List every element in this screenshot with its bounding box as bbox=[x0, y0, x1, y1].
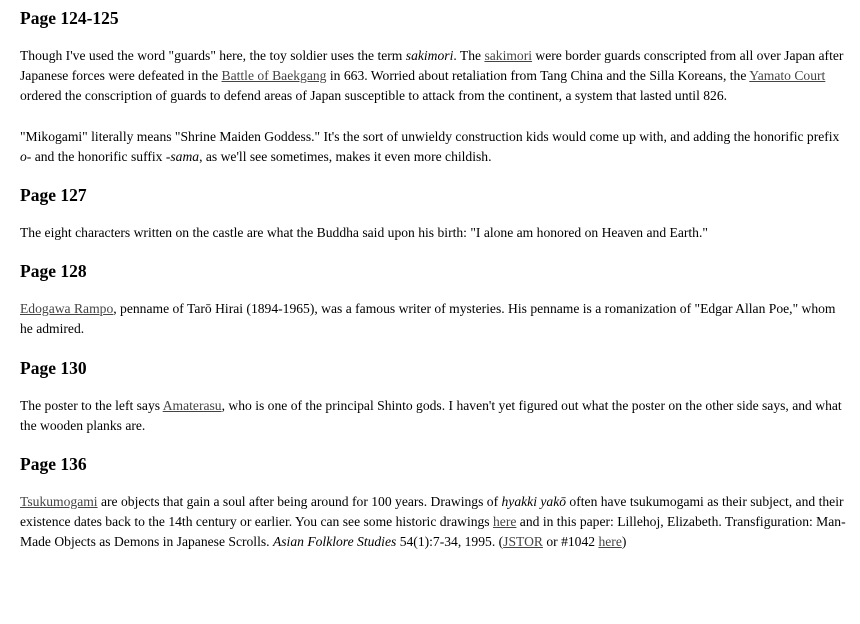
text-run: . The bbox=[453, 48, 485, 63]
text-run: ) bbox=[621, 534, 627, 550]
link-jstor[interactable]: JSTOR bbox=[503, 534, 543, 550]
link-amaterasu[interactable]: Amaterasu bbox=[162, 397, 222, 413]
section-heading: Page 127 bbox=[20, 185, 87, 206]
link-edogawa-rampo[interactable]: Edogawa Rampo bbox=[20, 301, 114, 317]
text-run: The poster to the left says bbox=[20, 397, 163, 413]
text-run: 54(1):7-34, 1995. ( bbox=[396, 534, 504, 550]
text-run: "Mikogami" literally means "Shrine Maiden Goddess." It's the sort of unwieldy construction kids would come up with, and adding the honorific prefix bbox=[20, 128, 840, 144]
link-here-1042[interactable]: here bbox=[598, 534, 622, 550]
text-run: ordered the conscription of guards to defend areas of Japan susceptible to attack from the continent, a system that lasted until 826. bbox=[20, 88, 728, 104]
text-run: or #1042 bbox=[542, 534, 599, 550]
text-run: The eight characters written on the castle are what the Buddha said upon his birth: "I alone am honored on Heaven and Earth." bbox=[20, 225, 708, 241]
text-run: , penname of Tarō Hirai (1894-1965), was a famous writer of mysteries. His penname is a romanization of "Edgar Allan Poe," whom he admired. bbox=[20, 301, 836, 337]
text-run: are objects that gain a soul after being around for 100 years. Drawings of bbox=[97, 494, 502, 510]
text-run: , as we'll see sometimes, makes it even more childish. bbox=[199, 148, 492, 164]
section-paragraph bbox=[20, 396, 848, 436]
italic-term: -sama bbox=[165, 148, 200, 164]
italic-term: o- bbox=[20, 148, 32, 164]
italic-journal-title: Asian Folklore Studies bbox=[272, 534, 397, 550]
text-run: , who is one of the principal Shinto gods. I haven't yet figured out what the poster on the other side says, and what the wooden planks are. bbox=[20, 397, 842, 433]
link-here-drawings[interactable]: here bbox=[493, 514, 517, 530]
section-heading: Page 124-125 bbox=[20, 8, 119, 28]
link-yamato-court[interactable]: Yamato Court bbox=[749, 68, 826, 84]
section-paragraph bbox=[20, 299, 848, 339]
text-run: often have tsukumogami as their subject, and their existence dates back to the 14th century or earlier. You can see some historic drawings bbox=[20, 494, 844, 530]
text-run: in 663. Worried about retaliation from Tang China and the Silla Koreans, the bbox=[326, 68, 750, 84]
section-paragraph bbox=[20, 223, 848, 243]
text-run: were border guards conscripted from all over Japan after Japanese forces were defeated in the bbox=[20, 48, 844, 84]
text-run: and the honorific suffix bbox=[31, 148, 166, 164]
italic-term: hyakki yakō bbox=[501, 494, 567, 510]
text-run: Though I've used the word "guards" here, the toy soldier uses the term bbox=[20, 48, 406, 63]
link-tsukumogami[interactable]: Tsukumogami bbox=[20, 494, 98, 510]
section-paragraph bbox=[20, 492, 848, 553]
link-sakimori[interactable]: sakimori bbox=[484, 48, 533, 63]
section-heading: Page 130 bbox=[20, 357, 87, 378]
text-run: and in this paper: Lillehoj, Elizabeth. Transfiguration: Man-Made Objects as Demons in Japanese Scrolls. bbox=[20, 514, 846, 550]
section-paragraph bbox=[20, 46, 848, 107]
section-heading: Page 136 bbox=[20, 454, 87, 475]
section-paragraph bbox=[20, 127, 848, 167]
link-battle-of-baekgang[interactable]: Battle of Baekgang bbox=[221, 68, 327, 84]
section-heading: Page 128 bbox=[20, 261, 87, 282]
italic-term: sakimori bbox=[405, 48, 454, 63]
